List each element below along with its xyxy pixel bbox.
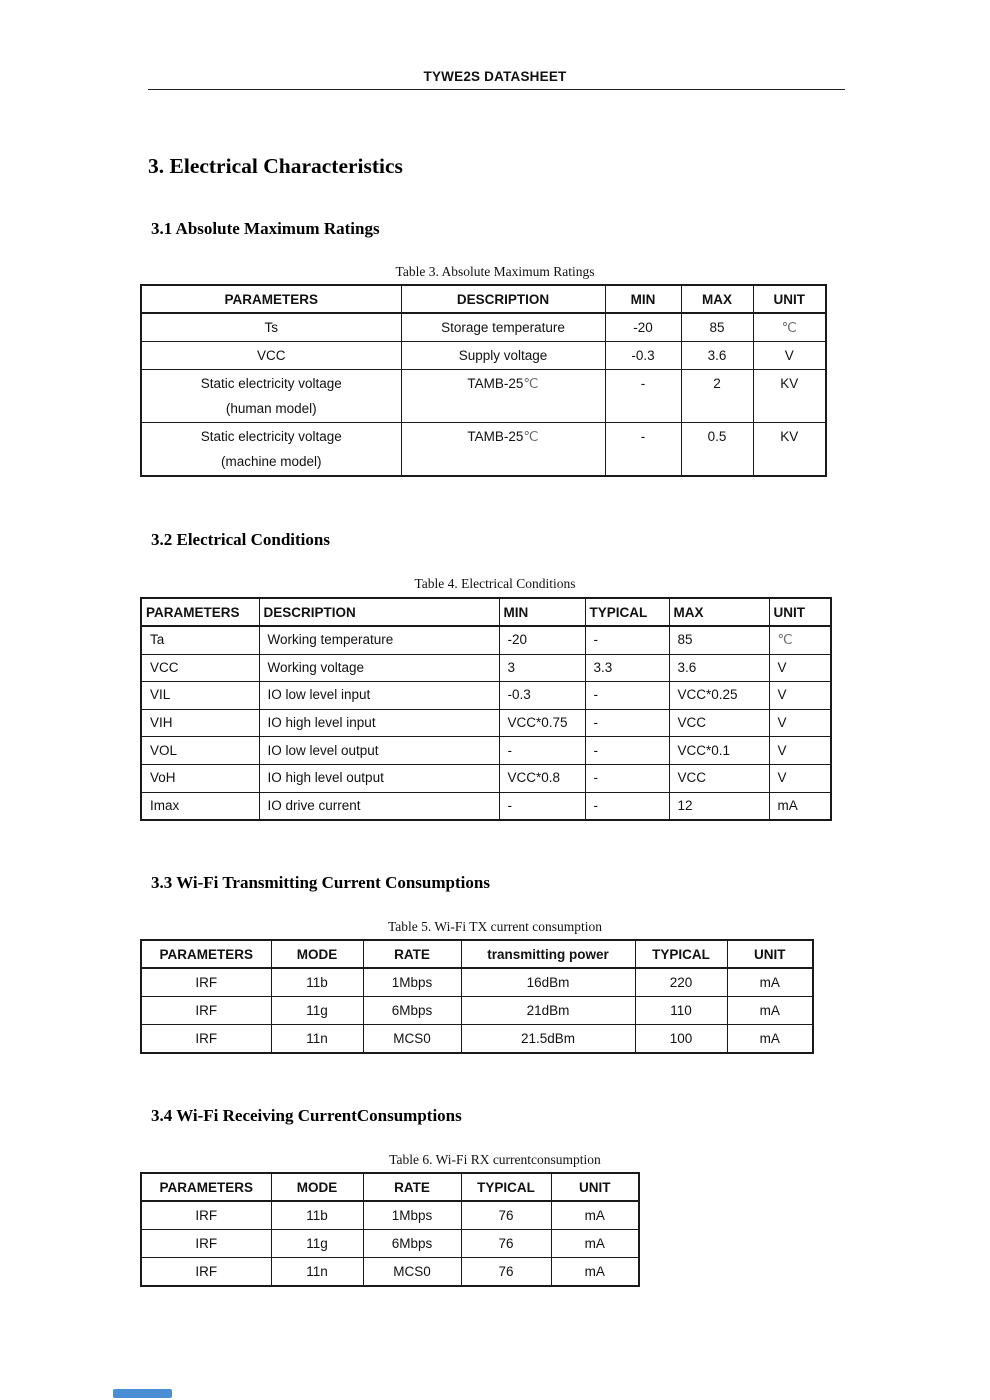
table-header-cell: transmitting power bbox=[461, 940, 635, 968]
table-cell: VOL bbox=[141, 737, 259, 765]
table-header-cell: MODE bbox=[271, 1173, 363, 1201]
table-row bbox=[141, 764, 831, 792]
table-header-cell: MIN bbox=[499, 598, 585, 626]
table-cell: Supply voltage bbox=[401, 342, 605, 370]
table-cell: 1Mbps bbox=[363, 968, 461, 997]
table-cell: 3.6 bbox=[669, 654, 769, 682]
table-cell: 85 bbox=[669, 626, 769, 654]
table-cell: KV bbox=[753, 423, 826, 477]
table-cell: 76 bbox=[461, 1201, 551, 1230]
table-cell: - bbox=[499, 792, 585, 820]
table-cell: Working voltage bbox=[259, 654, 499, 682]
table-cell: 11g bbox=[271, 997, 363, 1025]
table-row bbox=[141, 1025, 813, 1054]
table-header-cell: DESCRIPTION bbox=[401, 285, 605, 313]
table-header-cell: PARAMETERS bbox=[141, 940, 271, 968]
table-header-cell: PARAMETERS bbox=[141, 598, 259, 626]
table-cell: 6Mbps bbox=[363, 997, 461, 1025]
table-cell: VCC*0.25 bbox=[669, 682, 769, 710]
table-cell: 110 bbox=[635, 997, 727, 1025]
table-row bbox=[141, 654, 831, 682]
table-row bbox=[141, 342, 826, 370]
header-divider-line bbox=[148, 89, 845, 90]
table-cell: mA bbox=[727, 1025, 813, 1054]
table-cell: VCC*0.1 bbox=[669, 737, 769, 765]
table-cell: V bbox=[769, 682, 831, 710]
table-cell bbox=[141, 423, 401, 477]
table-cell: 11b bbox=[271, 968, 363, 997]
table-header-cell: UNIT bbox=[551, 1173, 639, 1201]
table-header-cell: TYPICAL bbox=[585, 598, 669, 626]
table-cell: IRF bbox=[141, 968, 271, 997]
subsection-heading-3-4: 3.4 Wi-Fi Receiving CurrentConsumptions bbox=[151, 1106, 462, 1126]
table-cell: 16dBm bbox=[461, 968, 635, 997]
table-header-cell: MODE bbox=[271, 940, 363, 968]
table-cell: -0.3 bbox=[499, 682, 585, 710]
table-cell: 220 bbox=[635, 968, 727, 997]
table-row bbox=[141, 1201, 639, 1230]
electrical-conditions-table bbox=[140, 597, 832, 821]
table-cell: - bbox=[605, 423, 681, 477]
table-cell: 11g bbox=[271, 1230, 363, 1258]
table-cell: 85 bbox=[681, 313, 753, 342]
table-cell: 3 bbox=[499, 654, 585, 682]
table-cell: KV bbox=[753, 370, 826, 423]
table-cell-line: Static electricity voltage bbox=[200, 376, 342, 391]
table-cell: 1Mbps bbox=[363, 1201, 461, 1230]
table-cell: IO high level output bbox=[259, 764, 499, 792]
table-cell: VIH bbox=[141, 709, 259, 737]
table-cell: IO low level input bbox=[259, 682, 499, 710]
table-header-cell: PARAMETERS bbox=[141, 285, 401, 313]
subsection-heading-3-2: 3.2 Electrical Conditions bbox=[151, 530, 330, 549]
table-cell: 12 bbox=[669, 792, 769, 820]
chapter-title: 3. Electrical Characteristics bbox=[148, 154, 403, 178]
table-cell: 11b bbox=[271, 1201, 363, 1230]
table-header-cell: RATE bbox=[363, 1173, 461, 1201]
table-cell: - bbox=[605, 370, 681, 423]
table-header-cell: TYPICAL bbox=[635, 940, 727, 968]
table-cell: IRF bbox=[141, 1258, 271, 1287]
table-cell bbox=[769, 626, 831, 654]
table-cell: mA bbox=[551, 1201, 639, 1230]
table-cell: 100 bbox=[635, 1025, 727, 1054]
table-cell: - bbox=[585, 737, 669, 765]
table-header-row bbox=[141, 940, 813, 968]
table-row bbox=[141, 682, 831, 710]
table-cell: TAMB-25℃ bbox=[401, 423, 605, 477]
table-cell: VoH bbox=[141, 764, 259, 792]
table-cell: mA bbox=[551, 1258, 639, 1287]
wifi-tx-current-table bbox=[140, 939, 814, 1054]
table-caption-6: Table 6. Wi-Fi RX currentconsumption bbox=[389, 1152, 601, 1168]
celsius-symbol: ℃ bbox=[523, 376, 539, 391]
table-cell: IRF bbox=[141, 997, 271, 1025]
table-caption-4: Table 4. Electrical Conditions bbox=[414, 576, 576, 591]
table-header-cell: TYPICAL bbox=[461, 1173, 551, 1201]
subsection-heading-3-1: 3.1 Absolute Maximum Ratings bbox=[151, 219, 380, 238]
table-cell: V bbox=[769, 764, 831, 792]
table-cell: IRF bbox=[141, 1230, 271, 1258]
table-cell: 11n bbox=[271, 1025, 363, 1054]
table-cell: 0.5 bbox=[681, 423, 753, 477]
table-cell-line: (human model) bbox=[225, 401, 317, 416]
table-cell: mA bbox=[551, 1230, 639, 1258]
absolute-maximum-ratings-table bbox=[140, 284, 827, 477]
table-header-row bbox=[141, 598, 831, 626]
table-cell: IRF bbox=[141, 1201, 271, 1230]
table-cell: mA bbox=[769, 792, 831, 820]
wifi-rx-current-table bbox=[140, 1172, 640, 1287]
table-cell: -20 bbox=[605, 313, 681, 342]
table-cell: 3.6 bbox=[681, 342, 753, 370]
table-cell bbox=[141, 370, 401, 423]
celsius-symbol: ℃ bbox=[781, 320, 797, 335]
table-row bbox=[141, 709, 831, 737]
table-cell: 3.3 bbox=[585, 654, 669, 682]
table-cell: - bbox=[499, 737, 585, 765]
table-row bbox=[141, 968, 813, 997]
table-cell: VCC*0.8 bbox=[499, 764, 585, 792]
table-cell: 6Mbps bbox=[363, 1230, 461, 1258]
table-row bbox=[141, 737, 831, 765]
table-row bbox=[141, 1230, 639, 1258]
table-row bbox=[141, 626, 831, 654]
table-cell: IRF bbox=[141, 1025, 271, 1054]
table-cell: 21.5dBm bbox=[461, 1025, 635, 1054]
table-cell: Working temperature bbox=[259, 626, 499, 654]
table-cell: mA bbox=[727, 997, 813, 1025]
table-row bbox=[141, 370, 826, 423]
table-cell: Storage temperature bbox=[401, 313, 605, 342]
table-row bbox=[141, 423, 826, 477]
table-header-cell: UNIT bbox=[769, 598, 831, 626]
table-cell: MCS0 bbox=[363, 1258, 461, 1287]
table-cell: 76 bbox=[461, 1230, 551, 1258]
table-cell-line: Static electricity voltage bbox=[200, 429, 342, 444]
table-cell: IO drive current bbox=[259, 792, 499, 820]
table-header-cell: MAX bbox=[681, 285, 753, 313]
table-cell: V bbox=[769, 654, 831, 682]
table-cell: Ta bbox=[141, 626, 259, 654]
table-row bbox=[141, 1258, 639, 1287]
table-row bbox=[141, 313, 826, 342]
table-caption-5: Table 5. Wi-Fi TX current consumption bbox=[388, 919, 602, 935]
table-cell: - bbox=[585, 764, 669, 792]
table-cell: IO high level input bbox=[259, 709, 499, 737]
table-cell: IO low level output bbox=[259, 737, 499, 765]
table-cell: V bbox=[769, 737, 831, 765]
table-cell: VCC bbox=[141, 654, 259, 682]
table-caption-3: Table 3. Absolute Maximum Ratings bbox=[395, 264, 595, 279]
table-header-cell: UNIT bbox=[753, 285, 826, 313]
table-row bbox=[141, 792, 831, 820]
table-cell-line: (machine model) bbox=[220, 454, 322, 469]
table-cell: MCS0 bbox=[363, 1025, 461, 1054]
table-header-cell: DESCRIPTION bbox=[259, 598, 499, 626]
table-cell: VCC bbox=[669, 764, 769, 792]
table-cell: 21dBm bbox=[461, 997, 635, 1025]
table-header-cell: MIN bbox=[605, 285, 681, 313]
table-cell: 76 bbox=[461, 1258, 551, 1287]
table-header-row bbox=[141, 285, 826, 313]
table-cell: VCC bbox=[141, 342, 401, 370]
celsius-symbol: ℃ bbox=[523, 429, 539, 444]
table-cell: - bbox=[585, 682, 669, 710]
footer-accent-bar bbox=[113, 1389, 172, 1398]
table-cell: TAMB-25℃ bbox=[401, 370, 605, 423]
table-header-cell: RATE bbox=[363, 940, 461, 968]
table-cell: mA bbox=[727, 968, 813, 997]
table-cell: V bbox=[753, 342, 826, 370]
document-header-title: TYWE2S DATASHEET bbox=[423, 69, 567, 84]
table-cell: VCC bbox=[669, 709, 769, 737]
table-cell bbox=[753, 313, 826, 342]
table-cell: 2 bbox=[681, 370, 753, 423]
subsection-heading-3-3: 3.3 Wi-Fi Transmitting Current Consumptions bbox=[151, 873, 490, 893]
table-cell: -0.3 bbox=[605, 342, 681, 370]
table-cell: Imax bbox=[141, 792, 259, 820]
table-cell: - bbox=[585, 626, 669, 654]
table-cell: - bbox=[585, 709, 669, 737]
table-header-cell: PARAMETERS bbox=[141, 1173, 271, 1201]
table-cell: - bbox=[585, 792, 669, 820]
table-cell: Ts bbox=[141, 313, 401, 342]
table-cell: V bbox=[769, 709, 831, 737]
table-cell: VCC*0.75 bbox=[499, 709, 585, 737]
celsius-symbol: ℃ bbox=[777, 632, 793, 648]
table-cell: VIL bbox=[141, 682, 259, 710]
table-header-cell: MAX bbox=[669, 598, 769, 626]
table-cell: 11n bbox=[271, 1258, 363, 1287]
table-header-cell: UNIT bbox=[727, 940, 813, 968]
table-cell: -20 bbox=[499, 626, 585, 654]
table-row bbox=[141, 997, 813, 1025]
table-header-row bbox=[141, 1173, 639, 1201]
